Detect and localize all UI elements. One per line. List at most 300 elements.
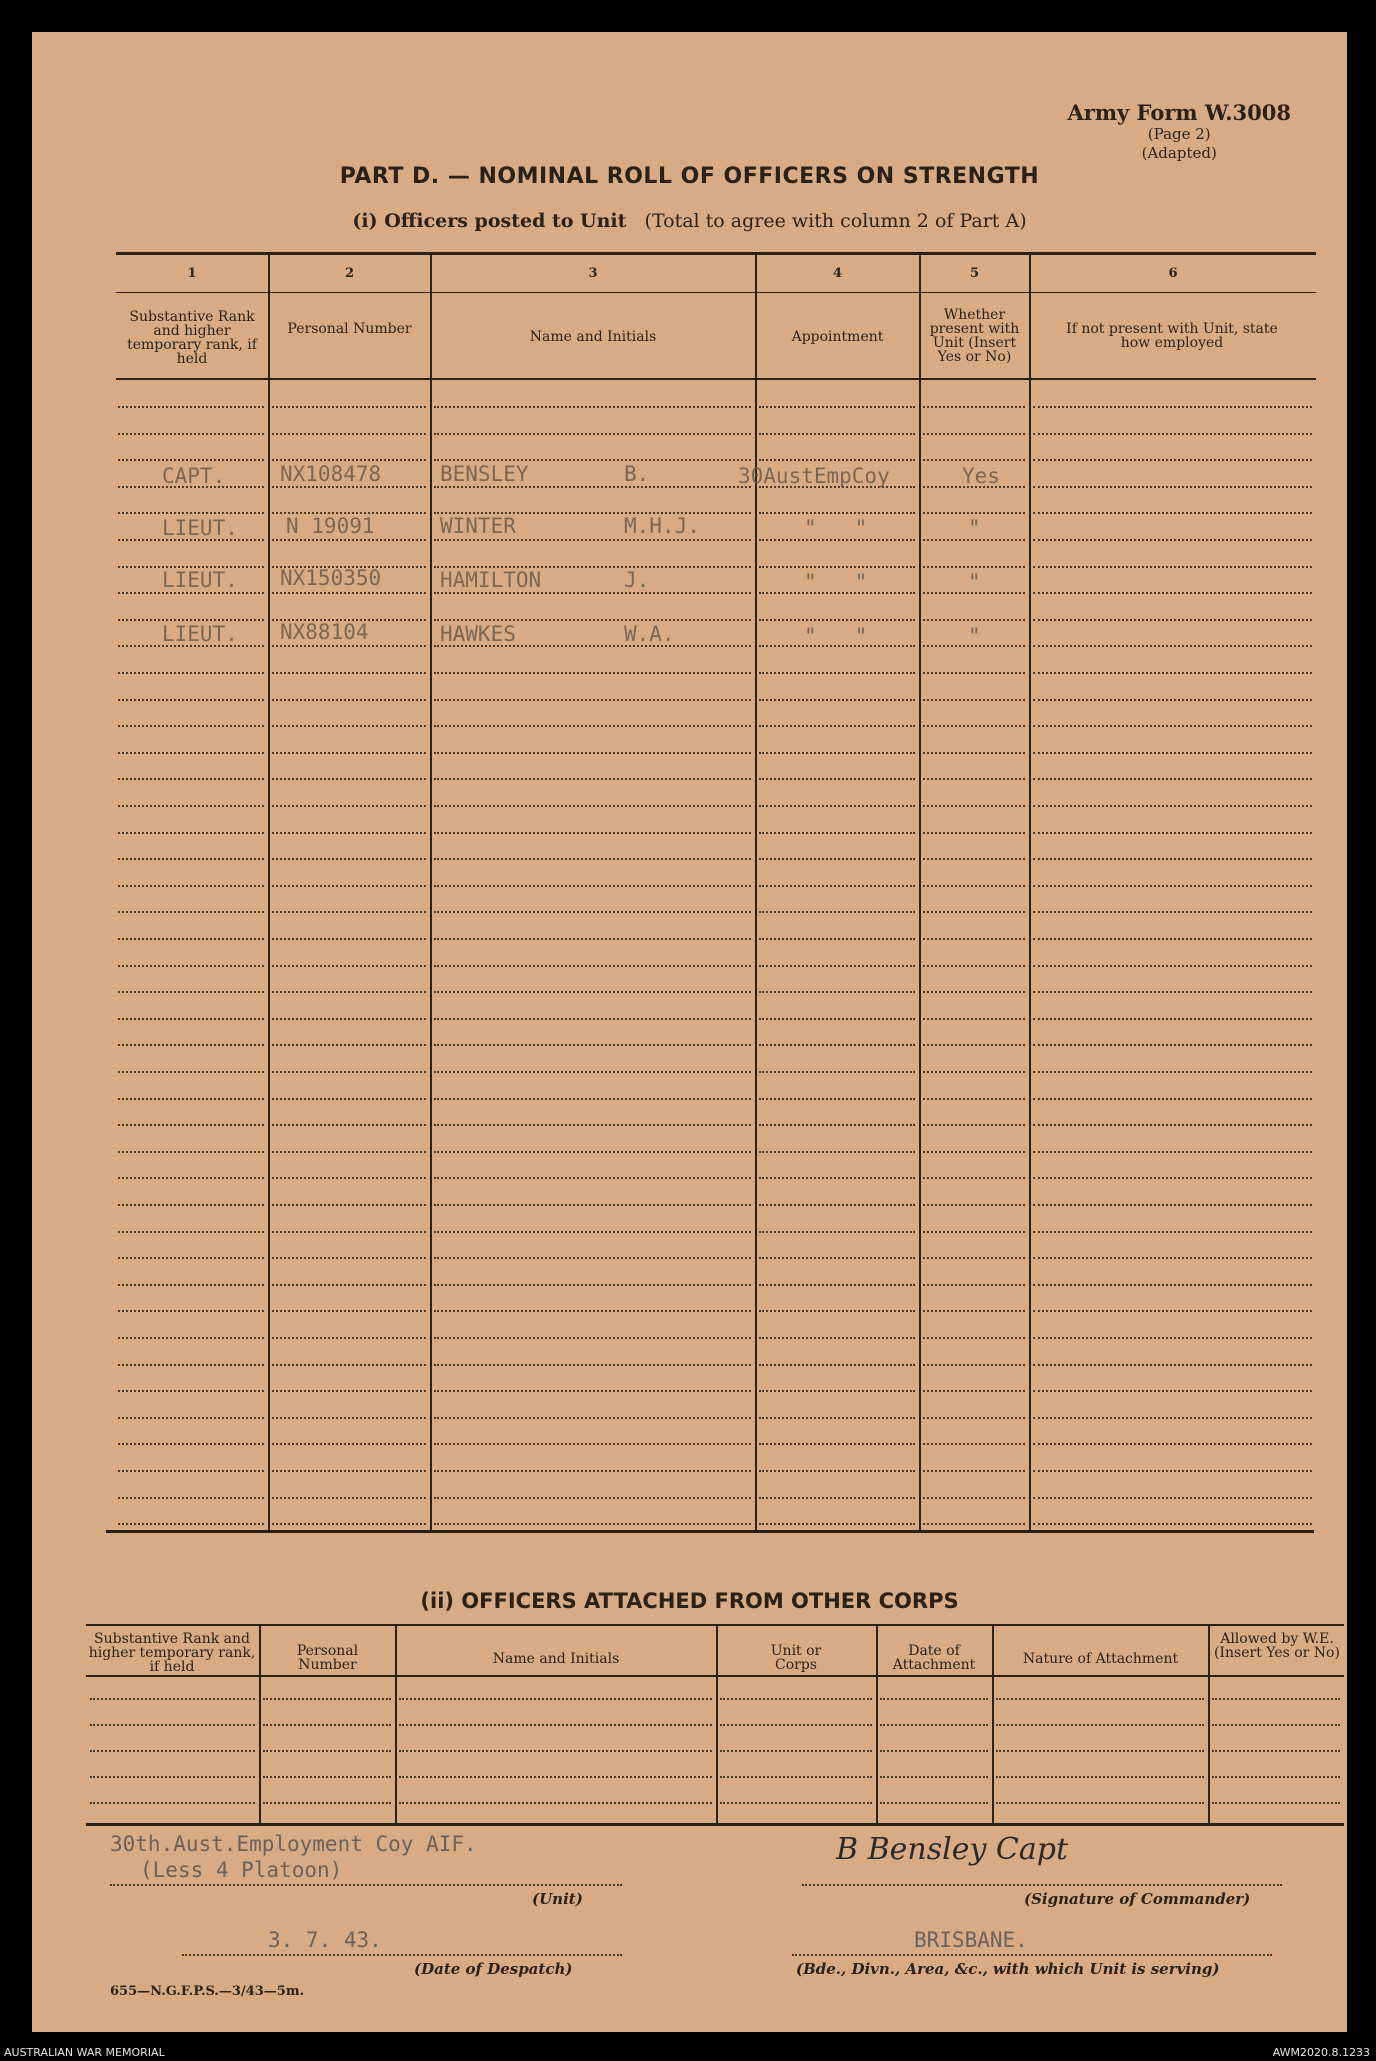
dotted-rule [1033, 1231, 1312, 1233]
dotted-rule [1033, 1204, 1312, 1206]
dotted-rule [759, 459, 915, 461]
dotted-rule [923, 566, 1025, 568]
dotted-rule [434, 752, 751, 754]
dotted-rule [118, 1284, 264, 1286]
dotted-rule [272, 1497, 426, 1499]
row2-rank: LIEUT. [162, 516, 238, 540]
dotted-rule [263, 1698, 391, 1700]
dotted-rule [434, 1124, 751, 1126]
table-top-rule [116, 252, 1316, 255]
dotted-rule [759, 1443, 915, 1445]
dotted-rule [118, 1443, 264, 1445]
dotted-rule [923, 805, 1025, 807]
dotted-rule [759, 1044, 915, 1046]
dotted-rule [90, 1698, 255, 1700]
dotted-rule [759, 1098, 915, 1100]
col-divider-2 [430, 254, 432, 1531]
dotted-rule [1033, 1044, 1312, 1046]
row3-number: NX150350 [280, 566, 382, 590]
colnum-6: 6 [1168, 266, 1178, 281]
dotted-rule [759, 911, 915, 913]
dotted-rule [996, 1750, 1204, 1752]
dotted-rule [434, 1497, 751, 1499]
dotted-rule [272, 699, 426, 701]
dotted-rule [1033, 965, 1312, 967]
unit-label: (Unit) [532, 1890, 583, 1908]
row2-name: WINTER [440, 514, 516, 538]
dotted-rule [1033, 1310, 1312, 1312]
row1-appointment: 30AustEmpCoy [738, 464, 890, 488]
dotted-rule [118, 699, 264, 701]
header-personal-number: Personal Number [287, 321, 412, 337]
dotted-rule [399, 1750, 712, 1752]
dotted-rule [759, 1124, 915, 1126]
dotted-rule [1033, 566, 1312, 568]
dotted-rule [118, 725, 264, 727]
dotted-rule [1033, 1257, 1312, 1259]
subtitle-rest: (Total to agree with column 2 of Part A) [644, 210, 1027, 232]
row4-number: NX88104 [280, 620, 369, 644]
dotted-rule [923, 1257, 1025, 1259]
dotted-rule [759, 1417, 915, 1419]
dotted-rule [434, 1364, 751, 1366]
subtitle-bold: (i) Officers posted to Unit [352, 210, 627, 232]
form-page-number: (Page 2) [1147, 125, 1211, 143]
dotted-rule [434, 1257, 751, 1259]
dotted-rule [759, 433, 915, 435]
header-rank: Substantive Rank and higher temporary rank, if held [127, 309, 257, 367]
row1-rank: CAPT. [162, 464, 226, 488]
dotted-rule [1033, 1284, 1312, 1286]
dotted-rule [923, 725, 1025, 727]
dotted-rule [434, 1231, 751, 1233]
signature-dotline [802, 1884, 1282, 1886]
dotted-rule [118, 1337, 264, 1339]
dotted-rule [923, 512, 1025, 514]
dotted-rule [880, 1698, 988, 1700]
dotted-rule [759, 1257, 915, 1259]
dotted-rule [434, 885, 751, 887]
row3-initials: J. [624, 568, 650, 592]
dotted-rule [272, 1124, 426, 1126]
dotted-rule [759, 725, 915, 727]
dotted-rule [759, 965, 915, 967]
dotted-rule [923, 1364, 1025, 1366]
dotted-rule [923, 459, 1025, 461]
dotted-rule [1033, 1337, 1312, 1339]
col-divider-4 [919, 254, 921, 1531]
dotted-rule [923, 752, 1025, 754]
row2-number: N 19091 [286, 514, 375, 538]
dotted-rule [263, 1776, 391, 1778]
unit-line1: 30th.Aust.Employment Coy AIF. [110, 1832, 477, 1856]
dotted-rule [720, 1698, 872, 1700]
location-label: (Bde., Divn., Area, &c., with which Unit is serving) [796, 1960, 1220, 1978]
dotted-rule [923, 1071, 1025, 1073]
dotted-rule [434, 911, 751, 913]
dotted-rule [923, 672, 1025, 674]
dotted-rule [923, 619, 1025, 621]
dotted-rule [759, 1497, 915, 1499]
t2-header-rank: Substantive Rank and higher temporary rank, if held [88, 1631, 256, 1675]
dotted-rule [434, 1443, 751, 1445]
dotted-rule [923, 911, 1025, 913]
colnum-5: 5 [969, 266, 980, 281]
form-id-block [1067, 100, 1291, 163]
dotted-rule [880, 1776, 988, 1778]
dotted-rule [923, 1098, 1025, 1100]
dotted-rule [434, 1417, 751, 1419]
dotted-rule [118, 1204, 264, 1206]
dotted-rule [1033, 778, 1312, 780]
t2-col-divider-3 [716, 1625, 718, 1823]
commander-signature: B Bensley Capt [836, 1832, 1069, 1867]
t2-header-date: Date of Attachment [892, 1643, 976, 1673]
dotted-rule [923, 1231, 1025, 1233]
col-divider-3 [755, 254, 757, 1531]
dotted-rule [434, 1044, 751, 1046]
table2-top-rule [86, 1624, 1344, 1626]
t2-header-allowed: Allowed by W.E. (Insert Yes or No) [1214, 1631, 1340, 1661]
dotted-rule [759, 938, 915, 940]
dotted-rule [434, 1284, 751, 1286]
t2-col-divider-6 [1208, 1625, 1210, 1823]
dotted-rule [118, 1018, 264, 1020]
dotted-rule [434, 1337, 751, 1339]
dotted-rule [118, 1044, 264, 1046]
dotted-rule [272, 1310, 426, 1312]
dotted-rule [923, 1443, 1025, 1445]
dotted-rule [1033, 1098, 1312, 1100]
dotted-rule [272, 1257, 426, 1259]
location-dotline [792, 1954, 1272, 1956]
dotted-rule [1033, 1443, 1312, 1445]
dotted-rule [272, 539, 426, 541]
colnum-rule [116, 292, 1316, 293]
dotted-rule [923, 1018, 1025, 1020]
dotted-rule [1033, 619, 1312, 621]
dotted-rule [923, 1470, 1025, 1472]
dotted-rule [1033, 885, 1312, 887]
footer-left: AUSTRALIAN WAR MEMORIAL [4, 2046, 165, 2059]
dotted-rule [923, 1284, 1025, 1286]
dotted-rule [118, 1257, 264, 1259]
dotted-rule [923, 965, 1025, 967]
dotted-rule [118, 512, 264, 514]
row1-name: BENSLEY [440, 462, 529, 486]
row2-initials: M.H.J. [624, 514, 700, 538]
dotted-rule [118, 885, 264, 887]
dotted-rule [434, 805, 751, 807]
dotted-rule [118, 778, 264, 780]
dotted-rule [399, 1724, 712, 1726]
dotted-rule [399, 1698, 712, 1700]
t2-header-nature: Nature of Attachment [1022, 1651, 1179, 1667]
dotted-rule [1033, 1018, 1312, 1020]
dotted-rule [118, 1523, 264, 1525]
dotted-rule [1212, 1802, 1340, 1804]
dotted-rule [434, 938, 751, 940]
header-present: Whether present with Unit (Insert Yes or No) [929, 307, 1020, 365]
dotted-rule [759, 805, 915, 807]
dotted-rule [434, 699, 751, 701]
dotted-rule [1212, 1698, 1340, 1700]
colnum-3: 3 [588, 266, 598, 281]
dotted-rule [1033, 938, 1312, 940]
dotted-rule [272, 1098, 426, 1100]
dotted-rule [272, 911, 426, 913]
dotted-rule [272, 1151, 426, 1153]
colnum-2: 2 [344, 266, 355, 281]
dotted-rule [759, 991, 915, 993]
dotted-rule [759, 858, 915, 860]
dotted-rule [118, 406, 264, 408]
dotted-rule [434, 1523, 751, 1525]
dotted-rule [1033, 539, 1312, 541]
footer-right: AWM2020.8.1233 [1272, 2046, 1370, 2059]
t2-col-divider-1 [259, 1625, 261, 1823]
dotted-rule [434, 406, 751, 408]
dotted-rule [118, 459, 264, 461]
dotted-rule [720, 1776, 872, 1778]
dotted-rule [118, 672, 264, 674]
dotted-rule [399, 1776, 712, 1778]
row2-present: " [968, 516, 981, 540]
dotted-rule [1033, 752, 1312, 754]
dotted-rule [923, 1523, 1025, 1525]
part-title: PART D. — NOMINAL ROLL OF OFFICERS ON STRENGTH [339, 164, 1040, 189]
dotted-rule [272, 1364, 426, 1366]
dotted-rule [720, 1750, 872, 1752]
dotted-rule [118, 991, 264, 993]
dotted-rule [880, 1750, 988, 1752]
dotted-rule [272, 1177, 426, 1179]
dotted-rule [434, 1071, 751, 1073]
form-page [32, 32, 1347, 2032]
dotted-rule [118, 1390, 264, 1392]
dotted-rule [118, 1124, 264, 1126]
dotted-rule [923, 858, 1025, 860]
dotted-rule [118, 1231, 264, 1233]
col-divider-1 [268, 254, 270, 1531]
dotted-rule [118, 1470, 264, 1472]
dotted-rule [434, 778, 751, 780]
dotted-rule [434, 459, 751, 461]
dotted-rule [759, 752, 915, 754]
dotted-rule [272, 672, 426, 674]
dotted-rule [759, 885, 915, 887]
dotted-rule [759, 1337, 915, 1339]
dotted-rule [923, 1417, 1025, 1419]
date-label: (Date of Despatch) [414, 1960, 573, 1978]
dotted-rule [118, 1098, 264, 1100]
form-id: Army Form W.3008 [1067, 100, 1291, 125]
dotted-rule [1033, 725, 1312, 727]
dotted-rule [759, 406, 915, 408]
subtitle [32, 210, 1347, 232]
dotted-rule [923, 1497, 1025, 1499]
dotted-rule [996, 1776, 1204, 1778]
dotted-rule [1212, 1750, 1340, 1752]
dotted-rule [1033, 406, 1312, 408]
row2-appointment: " " [804, 516, 868, 540]
dotted-rule [118, 1310, 264, 1312]
dotted-rule [923, 1044, 1025, 1046]
section2-title: (ii) OFFICERS ATTACHED FROM OTHER CORPS [420, 1589, 959, 1613]
dotted-rule [118, 1497, 264, 1499]
dotted-rule [1033, 1071, 1312, 1073]
table2-header-rule [86, 1675, 1344, 1677]
unit-line2: (Less 4 Platoon) [140, 1858, 343, 1882]
dotted-rule [118, 1177, 264, 1179]
dotted-rule [759, 699, 915, 701]
dotted-rule [996, 1724, 1204, 1726]
dotted-rule [1033, 512, 1312, 514]
col-divider-5 [1029, 254, 1031, 1531]
dotted-rule [272, 1523, 426, 1525]
row4-name: HAWKES [440, 622, 516, 646]
row3-appointment: " " [804, 570, 868, 594]
dotted-rule [118, 619, 264, 621]
dotted-rule [880, 1802, 988, 1804]
dotted-rule [1033, 1497, 1312, 1499]
dotted-rule [272, 1231, 426, 1233]
dotted-rule [434, 592, 751, 594]
dotted-rule [272, 832, 426, 834]
dotted-rule [923, 938, 1025, 940]
dotted-rule [1033, 1124, 1312, 1126]
dotted-rule [434, 1390, 751, 1392]
dotted-rule [1033, 645, 1312, 647]
dotted-rule [880, 1724, 988, 1726]
dotted-rule [1033, 1470, 1312, 1472]
dotted-rule [272, 1470, 426, 1472]
unit-dotline [110, 1884, 622, 1886]
dotted-rule [759, 619, 915, 621]
dotted-rule [272, 725, 426, 727]
dotted-rule [1212, 1724, 1340, 1726]
dotted-rule [923, 885, 1025, 887]
dotted-rule [923, 1204, 1025, 1206]
row4-rank: LIEUT. [162, 622, 238, 646]
colnum-4: 4 [832, 266, 843, 281]
row3-rank: LIEUT. [162, 568, 238, 592]
table-bottom-rule [106, 1530, 1314, 1533]
t2-header-name: Name and Initials [492, 1651, 620, 1667]
dotted-rule [720, 1724, 872, 1726]
dotted-rule [272, 459, 426, 461]
dotted-rule [272, 645, 426, 647]
date-value: 3. 7. 43. [268, 1928, 382, 1952]
dotted-rule [263, 1750, 391, 1752]
dotted-rule [759, 1177, 915, 1179]
dotted-rule [923, 1310, 1025, 1312]
dotted-rule [272, 1071, 426, 1073]
dotted-rule [1033, 1523, 1312, 1525]
dotted-rule [759, 1151, 915, 1153]
dotted-rule [1033, 486, 1312, 488]
row1-present: Yes [962, 464, 1000, 488]
dotted-rule [90, 1802, 255, 1804]
date-dotline [182, 1954, 622, 1956]
dotted-rule [720, 1802, 872, 1804]
dotted-rule [272, 938, 426, 940]
dotted-rule [1033, 805, 1312, 807]
dotted-rule [759, 1284, 915, 1286]
dotted-rule [272, 1018, 426, 1020]
dotted-rule [759, 512, 915, 514]
row3-present: " [968, 570, 981, 594]
dotted-rule [923, 832, 1025, 834]
dotted-rule [1033, 1177, 1312, 1179]
t2-header-personal-number: Personal Number [296, 1643, 359, 1673]
dotted-rule [434, 1177, 751, 1179]
dotted-rule [263, 1802, 391, 1804]
dotted-rule [923, 433, 1025, 435]
dotted-rule [759, 672, 915, 674]
dotted-rule [759, 1470, 915, 1472]
dotted-rule [272, 1443, 426, 1445]
dotted-rule [759, 778, 915, 780]
dotted-rule [1033, 991, 1312, 993]
dotted-rule [434, 1204, 751, 1206]
dotted-rule [759, 1018, 915, 1020]
dotted-rule [272, 1337, 426, 1339]
dotted-rule [90, 1776, 255, 1778]
dotted-rule [1033, 832, 1312, 834]
dotted-rule [1033, 1417, 1312, 1419]
dotted-rule [434, 965, 751, 967]
dotted-rule [434, 858, 751, 860]
dotted-rule [272, 592, 426, 594]
dotted-rule [272, 1417, 426, 1419]
dotted-rule [272, 752, 426, 754]
dotted-rule [434, 725, 751, 727]
dotted-rule [759, 1390, 915, 1392]
header-appointment: Appointment [791, 329, 884, 345]
dotted-rule [923, 1151, 1025, 1153]
print-code: 655—N.G.F.P.S.—3/43—5m. [110, 1984, 305, 1999]
dotted-rule [1033, 858, 1312, 860]
dotted-rule [923, 1177, 1025, 1179]
dotted-rule [434, 539, 751, 541]
dotted-rule [434, 991, 751, 993]
dotted-rule [272, 406, 426, 408]
dotted-rule [90, 1750, 255, 1752]
row3-name: HAMILTON [440, 568, 542, 592]
dotted-rule [759, 832, 915, 834]
dotted-rule [759, 566, 915, 568]
dotted-rule [923, 778, 1025, 780]
dotted-rule [118, 805, 264, 807]
dotted-rule [118, 592, 264, 594]
dotted-rule [923, 1337, 1025, 1339]
dotted-rule [1212, 1776, 1340, 1778]
dotted-rule [759, 1071, 915, 1073]
dotted-rule [434, 1470, 751, 1472]
header-bottom-rule [116, 378, 1316, 380]
dotted-rule [118, 938, 264, 940]
dotted-rule [272, 965, 426, 967]
dotted-rule [1033, 592, 1312, 594]
dotted-rule [996, 1698, 1204, 1700]
dotted-rule [399, 1802, 712, 1804]
dotted-rule [434, 1151, 751, 1153]
dotted-rule [272, 858, 426, 860]
dotted-rule [118, 1071, 264, 1073]
dotted-rule [272, 778, 426, 780]
dotted-rule [996, 1802, 1204, 1804]
